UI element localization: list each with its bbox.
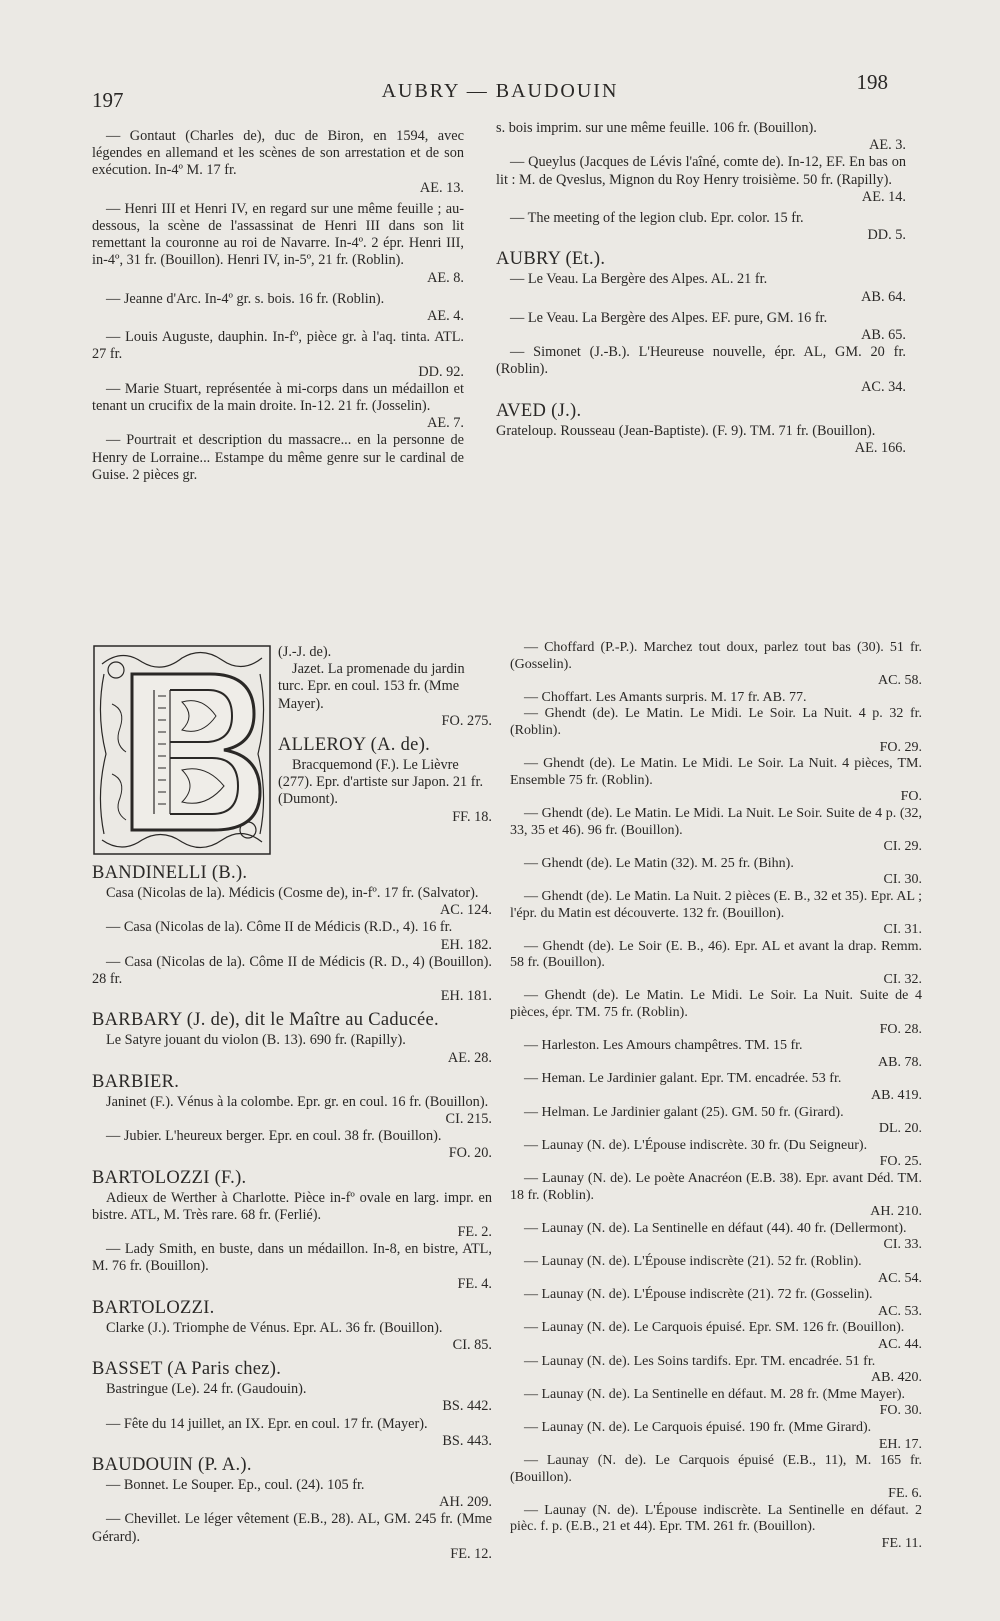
artist-heading: BARTOLOZZI. [92,1297,215,1318]
entry-reference: DD. 92. [418,363,464,380]
entry-reference: AC. 124. [439,902,492,919]
entry-reference: AH. 210. [870,1204,922,1220]
entry: — Launay (N. de). Le Carquois épuisé. 190 fr. (Mme Girard). [524,1419,872,1435]
entry-reference: CI. 29. [883,839,922,855]
entry-reference: FE. 4. [457,1275,492,1292]
entry: — Casa (Nicolas de la). Côme II de Médicis (R. D., 4) (Bouillon). 28 fr. [92,953,492,988]
entry: Clarke (J.). Triomphe de Vénus. Epr. AL. 36 fr. (Bouillon). [106,1319,443,1336]
entry-reference: AC. 44. [878,1336,922,1352]
entry: — Ghendt (de). Le Matin. Le Midi. Le Soir. La Nuit. 4 p. 32 fr. (Roblin). [510,706,922,738]
entry: — Henri III et Henri IV, en regard sur une même feuille ; au-dessous, la scène de l'assassinat de Henri III dans son lit remettant la couronne au roi de Navarre. In-4º. 2 épr. Henri III, in-4º, 31 fr. (Bouillon). Henri IV, in-5º, 21 fr. (Roblin). [92,200,464,269]
entry: — Launay (N. de). L'Épouse indiscrète. 30 fr. (Du Seigneur). [524,1137,868,1153]
entry: — Simonet (J.-B.). L'Heureuse nouvelle, épr. AL, GM. 20 fr. (Roblin). [496,344,906,378]
artist-heading: BANDINELLI (B.). [92,863,248,883]
entry: — The meeting of the legion club. Epr. color. 15 fr. [510,210,804,227]
entry: — Le Veau. La Bergère des Alpes. EF. pure, GM. 16 fr. [510,309,828,326]
entry: s. bois imprim. sur une même feuille. 106 fr. (Bouillon). [496,120,817,136]
entry: — Launay (N. de). Le Carquois épuisé. Epr. SM. 126 fr. (Bouillon). [524,1320,905,1336]
entry: — Choffart. Les Amants surpris. M. 17 fr. AB. 77. [524,689,807,705]
artist-heading: BARBIER. [92,1071,180,1092]
entry: — Launay (N. de). L'Épouse indiscrète (21). 72 fr. (Gosselin). [524,1287,873,1303]
entry-reference: FO. 28. [879,1021,922,1037]
entry-reference: EH. 181. [440,988,492,1005]
entry: — Ghendt (de). Le Soir (E. B., 46). Epr. AL et avant la drap. Remm. 58 fr. (Bouillon). [510,938,922,971]
entry-reference: AE. 28. [447,1049,492,1066]
entry: — Choffard (P.-P.). Marchez tout doux, parlez tout bas (30). 51 fr. (Gosselin). [510,640,922,672]
column-top-left [92,128,464,484]
entry: — Lady Smith, en buste, dans un médaillon. In-8, en bistre, ATL, M. 76 fr. (Bouillon). [92,1241,492,1275]
entry: Casa (Nicolas de la). Médicis (Cosme de), in-fº. 17 fr. (Salvator). [106,885,479,901]
entry-reference: AB. 420. [871,1370,922,1386]
entry-reference: CI. 30. [883,872,922,888]
column-top-right [496,120,906,457]
entry: — Bonnet. Le Souper. Ep., coul. (24). 105 fr. [106,1477,365,1494]
entry: — Fête du 14 juillet, an IX. Epr. en coul. 17 fr. (Mayer). [106,1415,428,1432]
entry: — Heman. Le Jardinier galant. Epr. TM. encadrée. 53 fr. [524,1071,842,1087]
entry-reference: AB. 65. [861,327,906,344]
entry-reference: FO. 275. [441,712,492,729]
entry-reference: FO. 20. [448,1145,492,1162]
entry-reference: AE. 3. [869,137,906,154]
entry-reference: AE. 4. [427,308,464,325]
entry-reference: FE. 12. [450,1545,492,1562]
entry-reference: AE. 13. [419,179,464,196]
entry-reference: AE. 7. [427,415,464,432]
entry: — Helman. Le Jardinier galant (25). GM. 50 fr. (Girard). [524,1104,844,1120]
entry-reference: CI. 33. [883,1237,922,1253]
entry-reference: DL. 20. [878,1121,922,1137]
entry-reference: EH. 17. [878,1436,922,1452]
entry: Adieux de Werther à Charlotte. Pièce in-fº ovale en larg. impr. en bistre. ATL, M. Très rare. 68 fr. (Ferlié). [92,1189,492,1223]
entry: Bastringue (Le). 24 fr. (Gaudouin). [106,1381,307,1398]
entry: — Harleston. Les Amours champêtres. TM. 15 fr. [524,1038,803,1054]
entry-reference: AB. 419. [871,1088,922,1104]
entry-reference: FO. 30. [879,1403,922,1419]
entry: Jazet. La promenade du jardin turc. Epr. en coul. 153 fr. (Mme Mayer). [278,661,465,712]
entry-reference: FO. [900,789,922,805]
entry: — Jeanne d'Arc. In-4º gr. s. bois. 16 fr. (Roblin). [106,290,385,307]
entry: — Chevillet. Le léger vêtement (E.B., 28). AL, GM. 245 fr. (Mme Gérard). [92,1511,492,1545]
entry-reference: AB. 64. [861,288,906,305]
page-number-right: 198 [856,70,888,94]
running-head: AUBRY — BAUDOUIN [381,80,619,102]
entry-reference: AE. 8. [427,269,464,286]
entry-reference: AH. 209. [439,1494,492,1511]
entry: — Launay (N. de). L'Épouse indiscrète. La Sentinelle en défaut. 2 pièc. f. p. (E.B., 21 et 44). Epr. TM. 261 fr. (Bouillon). [510,1502,922,1535]
entry-reference: FO. 25. [879,1154,922,1170]
entry-reference: AE. 166. [854,440,906,457]
entry-reference: AB. 78. [878,1054,922,1070]
page-number-left: 197 [92,88,124,112]
column-bottom-left [92,644,492,1563]
entry: — Launay (N. de). Le poète Anacréon (E.B. 38). Epr. avant Déd. TM. 18 fr. (Roblin). [510,1171,922,1203]
entry: — Louis Auguste, dauphin. In-fº, pièce gr. à l'aq. tinta. ATL. 27 fr. [92,329,464,363]
entry-reference: CI. 32. [883,971,922,987]
entry: — Launay (N. de). La Sentinelle en défaut (44). 40 fr. (Dellermont). [524,1220,907,1236]
entry: — Marie Stuart, représentée à mi-corps dans un médaillon et tenant un crucifix de la main droite. In-12. 21 fr. (Josselin). [92,380,464,415]
entry: — Launay (N. de). Les Soins tardifs. Epr. TM. encadrée. 51 fr. [524,1353,876,1369]
entry: — Le Veau. La Bergère des Alpes. AL. 21 fr. [510,271,768,288]
drop-cap-b-icon [92,644,272,856]
entry: — Jubier. L'heureux berger. Epr. en coul. 38 fr. (Bouillon). [106,1128,442,1145]
entry-reference: FF. 18. [452,808,492,825]
entry: Janinet (F.). Vénus à la colombe. Epr. gr. en coul. 16 fr. (Bouillon). [106,1093,489,1110]
artist-heading: AUBRY (Et.). [496,249,606,270]
entry-reference: CI. 85. [452,1337,492,1354]
entry-reference: FE. 11. [881,1536,922,1552]
entry: — Ghendt (de). Le Matin. La Nuit. 2 pièces (E. B., 32 et 35). Epr. AL ; l'épr. du Matin est découverte. 132 fr. (Bouillon). [510,888,922,921]
artist-heading: BAUDOUIN (P. A.). [92,1455,252,1476]
entry: — Queylus (Jacques de Lévis l'aîné, comte de). In-12, EF. En bas on lit : M. de Qveslus, Mignon du Roy Henry troisième. 50 fr. (Rapilly). [496,154,906,188]
entry-reference: DD. 5. [867,227,906,244]
entry: — Launay (N. de). Le Carquois épuisé (E.B., 11), M. 165 fr. (Bouillon). [510,1453,922,1485]
entry: — Ghendt (de). Le Matin. Le Midi. Le Soir. La Nuit. 4 pièces, TM. Ensemble 75 fr. (Roblin). [510,756,922,788]
entry-reference: AC. 54. [878,1270,922,1286]
entry: Bracquemond (F.). Le Lièvre (277). Epr. d'artiste sur Japon. 21 fr. (Dumont). [278,757,484,808]
entry: Le Satyre jouant du violon (B. 13). 690 fr. (Rapilly). [106,1032,406,1049]
artist-heading: BARTOLOZZI (F.). [92,1167,247,1188]
artist-heading: BASSET (A Paris chez). [92,1359,282,1380]
entry-reference: CI. 31. [883,922,922,938]
column-bottom-right [510,640,922,1553]
drop-cap-ornament [92,644,272,856]
entry-reference: FE. 2. [457,1224,492,1241]
entry: — Casa (Nicolas de la). Côme II de Médicis (R.D., 4). 16 fr. [106,919,453,936]
entry-reference: AC. 53. [878,1303,922,1319]
entry: — Launay (N. de). L'Épouse indiscrète (21). 52 fr. (Roblin). [524,1253,862,1269]
artist-heading: AVED (J.). [496,400,582,421]
entry: — Launay (N. de). La Sentinelle en défaut. M. 28 fr. (Mme Mayer). [524,1386,905,1402]
entry: (J.-J. de). [278,644,332,660]
entry: — Gontaut (Charles de), duc de Biron, en 1594, avec légendes en allemand et les scènes de son arrestation et de son exécution. In-4º M. 17 fr. [92,128,464,179]
entry: Grateloup. Rousseau (Jean-Baptiste). (F. 9). TM. 71 fr. (Bouillon). [496,422,876,439]
entry: — Ghendt (de). Le Matin. Le Midi. La Nuit. Le Soir. Suite de 4 p. (32, 33, 35 et 46). 96 fr. (Bouillon). [510,805,922,838]
entry-reference: EH. 182. [440,936,492,953]
entry-reference: BS. 443. [442,1432,492,1449]
entry: — Ghendt (de). Le Matin (32). M. 25 fr. (Bihn). [524,855,794,871]
entry-reference: BS. 442. [442,1398,492,1415]
entry-reference: AE. 14. [861,188,906,205]
entry-reference: CI. 215. [445,1111,492,1128]
artist-heading: ALLEROY (A. de). [278,735,431,756]
artist-heading: BARBARY (J. de), dit le Maître au Caducée. [92,1010,439,1031]
entry-reference: AC. 34. [861,378,906,395]
entry-reference: FE. 6. [888,1486,922,1502]
entry-reference: AC. 58. [878,673,922,689]
entry: — Pourtrait et description du massacre... en la personne de Henry de Lorraine... Estampe du même genre sur le cardinal de Guise. 2 pièces gr. [92,432,464,483]
entry: — Ghendt (de). Le Matin. Le Midi. Le Soir. La Nuit. Suite de 4 pièces, épr. TM. 75 fr. (Roblin). [510,988,922,1021]
entry-reference: FO. 29. [879,739,922,755]
